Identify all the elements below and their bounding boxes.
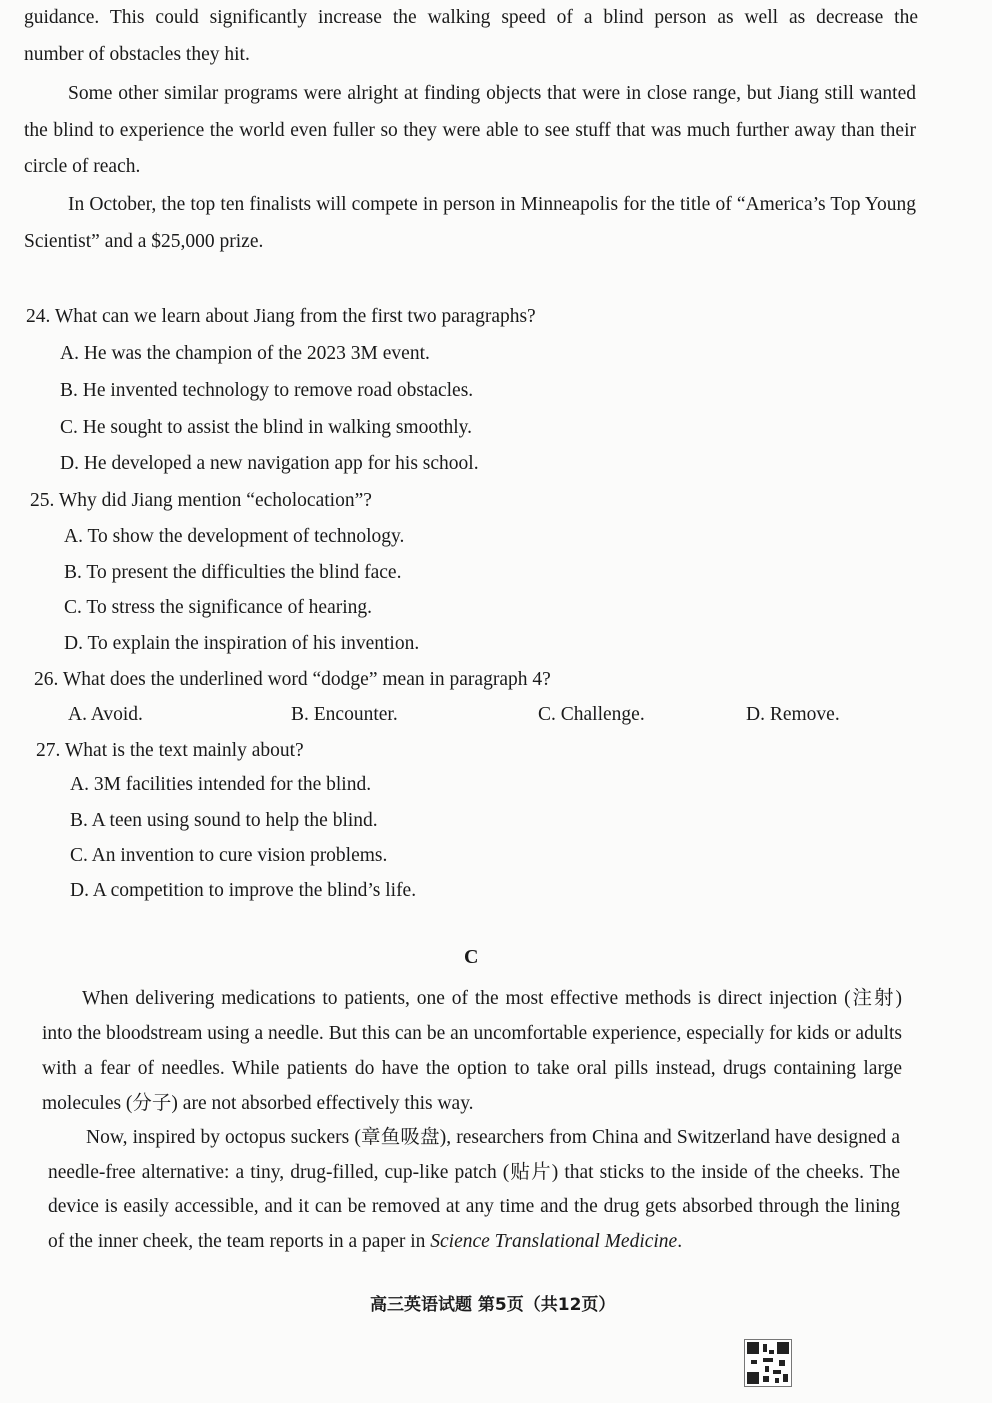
- passage-c-paragraph: When delivering medications to patients, one of the most effective methods is direct injection (注射) into the bloodstream using a needle. But this can be an uncomfortable experience, especially for kids or adults with a fear of needles. While patients do have the option to take oral pills instead, drugs containing large molecules (分子) are not absorbed effectively this way.: [42, 988, 902, 1114]
- answer-option[interactable]: B. He invented technology to remove road obstacles.: [60, 380, 474, 401]
- answer-option[interactable]: A. Avoid.: [68, 704, 143, 725]
- question-stem: 25. Why did Jiang mention “echolocation”?: [30, 490, 372, 511]
- answer-option[interactable]: A. To show the development of technology.: [64, 526, 405, 547]
- passage-c-paragraph: [48, 1121, 900, 1259]
- passage-b-paragraph: In October, the top ten finalists will compete in person in Minneapolis for the title of “America’s Top Young Scientist” and a $25,000 prize.: [24, 194, 916, 252]
- passage-b-line: guidance. This could significantly increase the walking speed of a blind person as well as decrease the: [24, 7, 918, 28]
- question-stem: 24. What can we learn about Jiang from the first two paragraphs?: [26, 306, 536, 327]
- answer-option[interactable]: B. A teen using sound to help the blind.: [70, 810, 378, 831]
- question-stem: 27. What is the text mainly about?: [36, 740, 304, 761]
- sentence-end: .: [677, 1230, 683, 1252]
- question-stem: 26. What does the underlined word “dodge” mean in paragraph 4?: [34, 669, 551, 690]
- passage-b-line: number of obstacles they hit.: [24, 44, 250, 65]
- passage-c-text: Now, inspired by octopus suckers (章鱼吸盘), researchers from China and Switzerland have designed a needle-free alternative: a tiny, drug-filled, cup-like patch (贴片) that sticks to the inside of the cheeks. The device is easily accessible, and it can be removed at any time and the drug gets absorbed through the lining of the inner cheek, the team reports in a paper in: [48, 1127, 900, 1252]
- answer-option[interactable]: C. To stress the significance of hearing.: [64, 597, 373, 618]
- answer-option[interactable]: B. Encounter.: [291, 704, 398, 725]
- page-footer: 高三英语试题 第5页（共12页）: [370, 1295, 616, 1315]
- qr-code-icon: [744, 1339, 792, 1387]
- answer-option[interactable]: B. To present the difficulties the blind face.: [64, 562, 402, 583]
- passage-b-paragraph: Some other similar programs were alright at finding objects that were in close range, but Jiang still wanted the blind to experience the world even fuller so they were able to see stuff that was much further away than their circle of reach.: [24, 83, 916, 177]
- answer-option[interactable]: D. He developed a new navigation app for his school.: [60, 453, 479, 474]
- answer-option[interactable]: C. He sought to assist the blind in walking smoothly.: [60, 417, 473, 438]
- journal-title: Science Translational Medicine: [430, 1230, 678, 1252]
- answer-option[interactable]: D. A competition to improve the blind’s life.: [70, 880, 417, 901]
- answer-option[interactable]: D. To explain the inspiration of his invention.: [64, 633, 420, 654]
- answer-option[interactable]: D. Remove.: [746, 704, 840, 725]
- answer-option[interactable]: A. 3M facilities intended for the blind.: [70, 774, 372, 795]
- section-letter: C: [464, 946, 479, 968]
- answer-option[interactable]: C. Challenge.: [538, 704, 645, 725]
- answer-option[interactable]: C. An invention to cure vision problems.: [70, 845, 388, 866]
- answer-option[interactable]: A. He was the champion of the 2023 3M event.: [60, 343, 430, 364]
